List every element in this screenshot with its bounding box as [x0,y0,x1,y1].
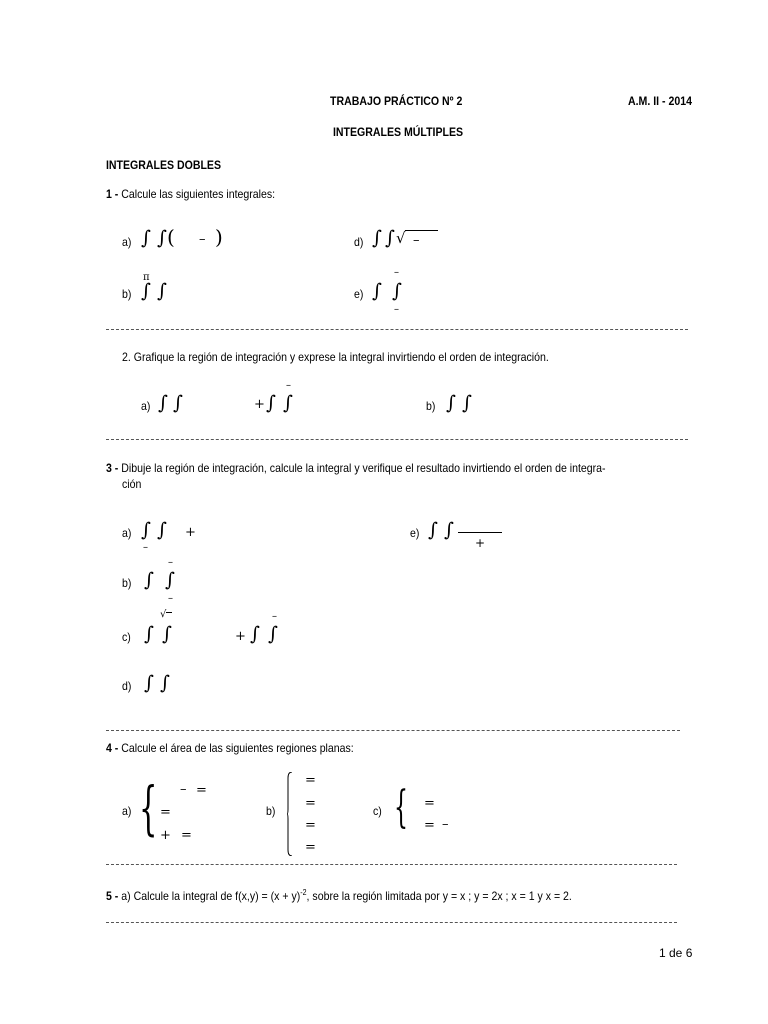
integral-sign: ∫ [157,519,167,541]
integral-sign: ∫ [144,623,154,645]
integral-sign: ∫ [162,623,172,645]
page-subtitle: INTEGRALES MÚLTIPLES [333,125,464,139]
minus-sign: – [442,817,449,832]
separator [106,730,680,731]
integral-sign: ∫ [283,392,293,414]
ex2-label-a: a) [141,399,151,413]
ex1-label-e: e) [354,287,364,301]
minus-sign: – [199,232,206,247]
integral-sign: ∫ [157,280,167,302]
sqrt-sign: √ [396,229,406,247]
integral-sign: ∫ [144,569,154,591]
integral-sign: ∫ [392,280,402,302]
integral-sign: ∫ [268,623,278,645]
integral-sign: ∫ [157,227,167,249]
integral-sign: ∫ [372,280,382,302]
minus-sign: – [394,304,399,315]
integral-sign: ∫ [266,392,276,414]
minus-sign: – [168,557,173,568]
ex3-label-c: c) [122,630,131,644]
integral-sign: ∫ [444,519,454,541]
ex3-label-e: e) [410,526,420,540]
ex1-label-d: d) [354,235,364,249]
exercise-3-heading [106,461,606,475]
minus-sign: – [143,542,148,553]
ex1-label-a: a) [122,235,132,249]
right-paren: ) [215,225,223,249]
equals-sign: = [305,796,316,811]
plus-sign: + [254,397,265,412]
plus-sign: + [475,536,486,550]
minus-sign: – [286,380,291,391]
page-title: TRABAJO PRÁCTICO Nº 2 [330,94,463,108]
ex2-label-b: b) [426,399,436,413]
exercise-4-number: 4 - [106,741,119,755]
section-title: INTEGRALES DOBLES [106,158,222,172]
separator [106,864,677,865]
integral-sign: ∫ [141,280,151,302]
plus-sign: + [160,828,171,843]
integral-sign: ∫ [141,519,151,541]
integral-sign: ∫ [446,392,456,414]
equals-sign: = [305,840,316,855]
integral-sign: ∫ [144,672,154,694]
integral-sign: ∫ [428,519,438,541]
ex3-label-a: a) [122,526,132,540]
sqrt-vinculum [405,230,438,231]
pi-limit: π [143,272,150,283]
equals-sign: = [181,828,192,843]
exercise-5-heading [106,888,572,903]
integral-sign: ∫ [141,227,151,249]
integral-sign: ∫ [160,672,170,694]
integral-sign: ∫ [165,569,175,591]
left-brace: { [139,774,158,842]
integral-sign: ∫ [372,227,382,249]
minus-sign: – [168,593,173,604]
integral-sign: ∫ [158,392,168,414]
equals-sign: = [196,783,207,798]
ex4-label-c: c) [373,804,382,818]
exercise-5-prompt: a) Calcule la integral de f(x,y) = (x + y) [121,889,301,903]
sqrt-vinculum [166,612,172,613]
exercise-3-prompt: Dibuje la región de integración, calcule la integral y verifique el resultado invirtiendo el orden de integra- [121,461,606,475]
ex4-label-b: b) [266,804,276,818]
equals-sign: = [305,818,316,833]
equals-sign: = [305,773,316,788]
exercise-1-number: 1 - [106,187,119,201]
ex3-label-d: d) [122,679,132,693]
minus-sign: – [413,233,420,248]
ex1-label-b: b) [122,287,132,301]
left-brace [287,772,293,856]
exercise-1-prompt: Calcule las siguientes integrales: [121,187,276,201]
integral-sign: ∫ [173,392,183,414]
left-paren: ( [167,225,175,249]
equals-sign: = [424,796,435,811]
exercise-5-number: 5 - [106,889,119,903]
equals-sign: = [160,805,171,820]
separator [106,439,688,440]
exercise-4-heading [106,741,354,755]
course-label: A.M. II - 2014 [628,94,692,108]
minus-sign: – [394,267,399,278]
exercise-2-prompt: 2. Grafique la región de integración y exprese la integral invirtiendo el orden de integración. [122,350,549,364]
integral-sign: ∫ [250,623,260,645]
plus-sign: + [185,525,196,540]
ex3-label-b: b) [122,576,132,590]
exercise-1-heading [106,187,275,201]
separator [106,922,677,923]
separator [106,329,688,330]
sqrt-sign: √ [160,609,167,620]
left-brace: { [394,782,408,833]
page-number: 1 de 6 [659,946,693,960]
ex4-label-a: a) [122,804,132,818]
exercise-5-prompt-end: , sobre la región limitada por y = x ; y = 2x ; x = 1 y x = 2. [306,889,572,903]
equals-sign: = [424,818,435,833]
minus-sign: – [180,782,187,797]
integral-sign: ∫ [462,392,472,414]
plus-sign: + [235,629,246,644]
exercise-3-number: 3 - [106,461,119,475]
integral-sign: ∫ [385,227,395,249]
exercise-5-exponent: -2 [300,888,307,897]
minus-sign: – [272,611,277,622]
exercise-4-prompt: Calcule el área de las siguientes regiones planas: [121,741,354,755]
exercise-3-prompt-cont: ción [122,477,142,491]
fraction-bar [458,532,502,533]
